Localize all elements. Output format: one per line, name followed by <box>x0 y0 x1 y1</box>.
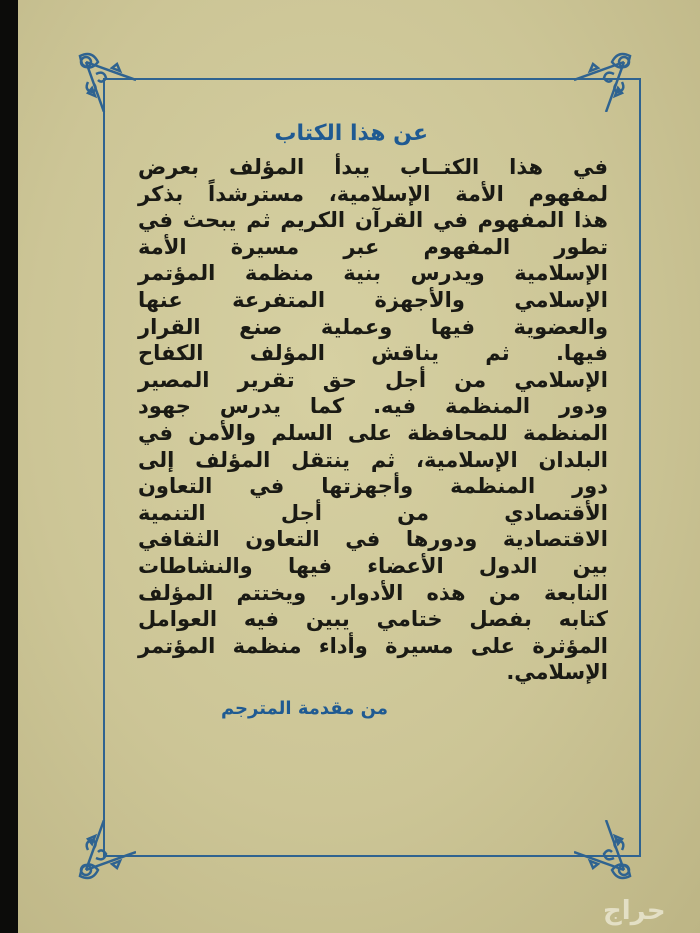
body-line: الاقتصادية ودورها في التعاون الثقافي <box>138 527 608 552</box>
blurb-content <box>138 118 608 722</box>
body-line: الإسلامي. <box>506 660 608 685</box>
body-line: كتابه بفصل ختامي يبين فيه العوامل <box>138 607 608 632</box>
watermark-logo: حراج <box>603 896 666 926</box>
corner-ornament-icon <box>66 820 136 890</box>
corner-ornament-icon <box>574 42 644 112</box>
corner-ornament-icon <box>66 42 136 112</box>
section-title: عن هذا الكتاب <box>274 121 428 146</box>
body-line: الإسلامية ويدرس بنية منظمة المؤتمر <box>138 261 608 286</box>
blurb-body <box>138 154 608 686</box>
body-line: الأقتصادي من أجل التنمية <box>138 500 608 525</box>
body-line: والعضوية فيها وعملية صنع القرار <box>138 314 608 339</box>
body-line: النابعة من هذه الأدوار. ويختتم المؤلف <box>138 580 608 605</box>
body-line: فيها. ثم يناقش المؤلف الكفاح <box>138 341 608 366</box>
corner-ornament-icon <box>574 820 644 890</box>
body-line: تطور المفهوم عبر مسيرة الأمة <box>138 234 608 259</box>
body-line: هذا المفهوم في القرآن الكريم ثم يبحث في <box>138 208 608 233</box>
body-line: لمفهوم الأمة الإسلامية، مسترشداً بذكر <box>138 181 608 206</box>
body-line: بين الدول الأعضاء فيها والنشاطات <box>138 553 608 578</box>
attribution: من مقدمة المترجم <box>220 697 388 719</box>
body-line: المنظمة للمحافظة على السلم والأمن في <box>138 420 608 445</box>
body-line: المؤثرة على مسيرة وأداء منظمة المؤتمر <box>138 633 608 658</box>
body-line: البلدان الإسلامية، ثم ينتقل المؤلف إلى <box>138 447 608 472</box>
body-line: في هذا الكتــاب يبدأ المؤلف بعرض <box>138 155 608 179</box>
body-line: الإسلامي من أجل حق تقرير المصير <box>138 367 608 392</box>
body-line: الإسلامي والأجهزة المتفرعة عنها <box>138 287 608 312</box>
book-back-cover <box>18 0 700 933</box>
body-line: دور المنظمة وأجهزتها في التعاون <box>138 474 608 499</box>
body-line: ودور المنظمة فيه. كما يدرس جهود <box>138 394 608 419</box>
